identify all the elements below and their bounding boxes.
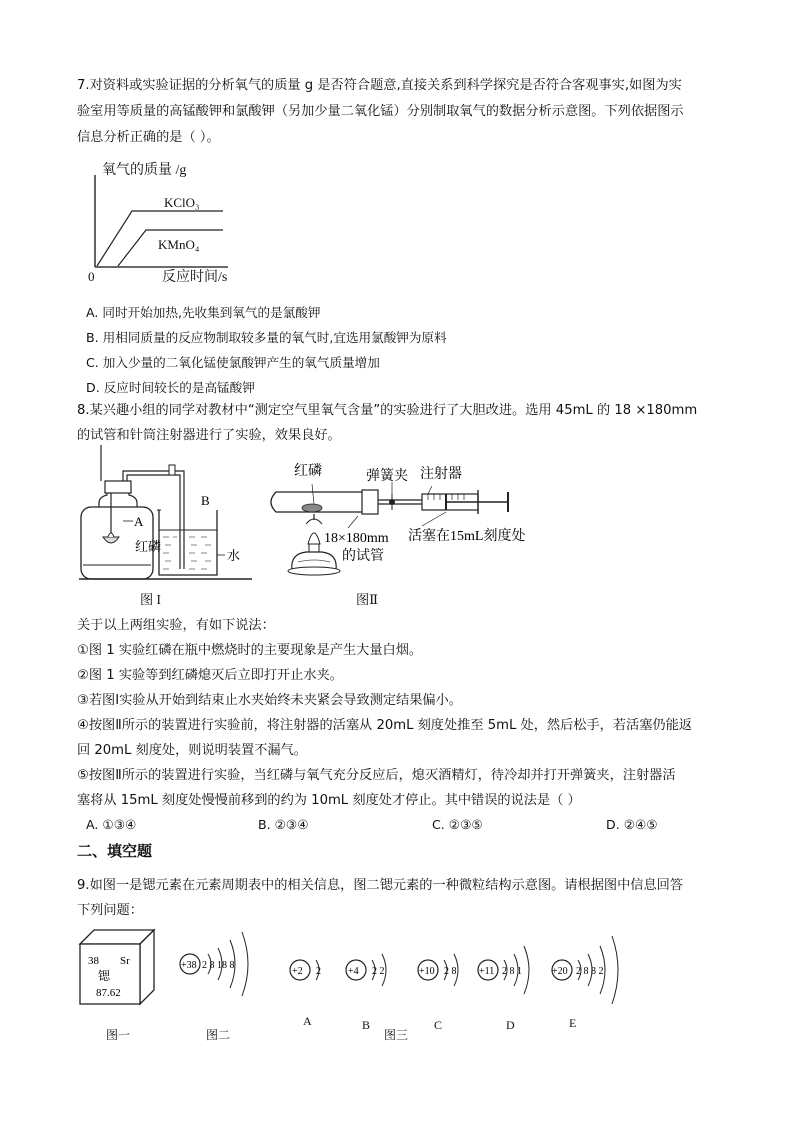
figure-2-apparatus [262, 458, 532, 588]
atom-e-nucleus: +20 [552, 966, 568, 977]
fig2-label-phosphorus: 红磷 [294, 464, 322, 479]
fig1-caption-element: 图一 [106, 1028, 131, 1042]
q7-line-1: 7.对资料或实验证据的分析氧气的质量 g 是否符合题意,直接关系到科学探究是否符合客观事实,如图为实 [77, 78, 682, 93]
element-symbol: Sr [120, 955, 130, 967]
q8-statement-5a: ⑤按图Ⅱ所示的装置进行实验，当红磷与氧气充分反应后，熄灭酒精灯，待冷却并打开弹簧夹，注射器活 [77, 768, 676, 783]
q8-statement-4b: 回 20mL 刻度处，则说明装置不漏气。 [77, 743, 307, 758]
atom-d-structure [476, 934, 546, 1004]
atom-c-structure [416, 940, 476, 1000]
atom-b-nucleus: +4 [348, 966, 359, 977]
atom-c-shells: 2 8 [444, 966, 457, 977]
element-name: 锶 [98, 969, 111, 983]
atom-b-label: B [362, 1018, 371, 1032]
atom-a-shells: 2 [316, 966, 321, 977]
oxygen-mass-chart [78, 157, 338, 292]
fig2-nucleus: +38 [181, 960, 197, 971]
fig2-label-tube-size: 18×180mm [324, 531, 389, 546]
q8-statement-1: ①图 1 实验红磷在瓶中燃烧时的主要现象是产生大量白烟。 [77, 643, 423, 658]
q9-line-1: 9.如图一是锶元素在元素周期表中的相关信息，图二锶元素的一种微粒结构示意图。请根据图中信息回答 [77, 878, 684, 893]
atom-a-label: A [303, 1014, 312, 1028]
q8-option-b: B. ②③④ [258, 817, 309, 832]
fig2-caption-ion: 图二 [206, 1028, 231, 1042]
series-label-kclo3: KClO₃ [164, 195, 200, 210]
q7-option-a: A. 同时开始加热,先收集到氧气的是氯酸钾 [86, 305, 321, 320]
q9-line-2: 下列问题： [77, 903, 143, 918]
chart-ylabel: 氧气的质量 /g [102, 163, 187, 178]
atom-e-label: E [569, 1016, 577, 1030]
q8-line-1: 8.某兴趣小组的同学对教材中“测定空气里氧气含量”的实验进行了大胆改进。选用 45mL 的 18 ×180mm [77, 403, 698, 418]
atom-c-label: C [434, 1018, 443, 1032]
q8-statement-4a: ④按图Ⅱ所示的装置进行实验前，将注射器的活塞从 20mL 刻度处推至 5mL 处，然后松手，若活塞仍能返 [77, 718, 692, 733]
q7-line-3: 信息分析正确的是（ ）。 [77, 130, 220, 145]
q8-option-d: D. ②④⑤ [606, 817, 658, 832]
element-atomic-number: 38 [88, 955, 99, 967]
fig1-caption: 图 I [140, 592, 161, 607]
fig1-label-b: B [201, 493, 210, 508]
q8-option-c: C. ②③⑤ [432, 817, 483, 832]
q7-option-c: C. 加入少量的二氧化锰使氯酸钾产生的氧气质量增加 [86, 355, 380, 370]
q8-statement-3: ③若图Ⅰ实验从开始到结束止水夹始终未夹紧会导致测定结果偏小。 [77, 693, 462, 708]
q7-option-b: B. 用相同质量的反应物制取较多量的氧气时,宜选用氯酸钾为原料 [86, 330, 447, 345]
atom-e-structure [550, 928, 630, 1008]
section-heading-fill-blank: 二、填空题 [77, 842, 153, 860]
q8-line-2: 的试管和针筒注射器进行了实验，效果良好。 [77, 428, 341, 443]
atom-b-structure [344, 940, 404, 1000]
q7-line-2: 验室用等质量的高锰酸钾和氯酸钾（另加少量二氧化锰）分别制取氧气的数据分析示意图。下列依据图示 [77, 104, 684, 119]
atom-d-shells: 2 8 1 [502, 966, 522, 977]
atom-b-shells: 2 2 [372, 966, 385, 977]
q8-option-a: A. ①③④ [86, 817, 137, 832]
chart-xlabel: 反应时间/s [162, 270, 228, 285]
fig1-label-a: A [134, 514, 144, 529]
q8-statement-2: ②图 1 实验等到红磷熄灭后立即打开止水夹。 [77, 668, 343, 683]
figure-1-apparatus [77, 445, 257, 585]
fig2-label-clip: 弹簧夹 [366, 469, 408, 484]
fig3-caption-atoms: 图三 [384, 1028, 409, 1042]
fig1-label-water: 水 [227, 548, 241, 563]
fig1-label-phosphorus: 红磷 [135, 539, 162, 554]
q7-option-d: D. 反应时间较长的是高锰酸钾 [86, 380, 255, 395]
atom-d-nucleus: +11 [479, 966, 495, 977]
fig2-caption: 图Ⅱ [356, 592, 379, 607]
atom-a-structure [288, 940, 338, 1000]
chart-origin: 0 [88, 269, 95, 284]
atom-d-label: D [506, 1018, 515, 1032]
strontium-element-tile [78, 928, 168, 1018]
element-atomic-mass: 87.62 [96, 987, 121, 999]
series-label-kmno4: KMnO₄ [158, 237, 200, 252]
fig2-label-tube: 的试管 [342, 549, 384, 564]
atom-c-nucleus: +10 [419, 966, 435, 977]
atom-e-shells: 2 8 8 2 [576, 966, 604, 977]
fig2-label-piston: 活塞在15mL刻度处 [408, 529, 526, 544]
atom-a-nucleus: +2 [292, 966, 303, 977]
strontium-ion-structure [178, 924, 258, 1004]
q8-intro: 关于以上两组实验，有如下说法： [77, 618, 275, 633]
q8-statement-5b: 塞将从 15mL 刻度处慢慢前移到的约为 10mL 刻度处才停止。其中错误的说法是（ ） [77, 793, 581, 808]
fig2-shells: 2 8 18 8 [202, 960, 235, 971]
fig2-label-syringe: 注射器 [420, 467, 462, 482]
